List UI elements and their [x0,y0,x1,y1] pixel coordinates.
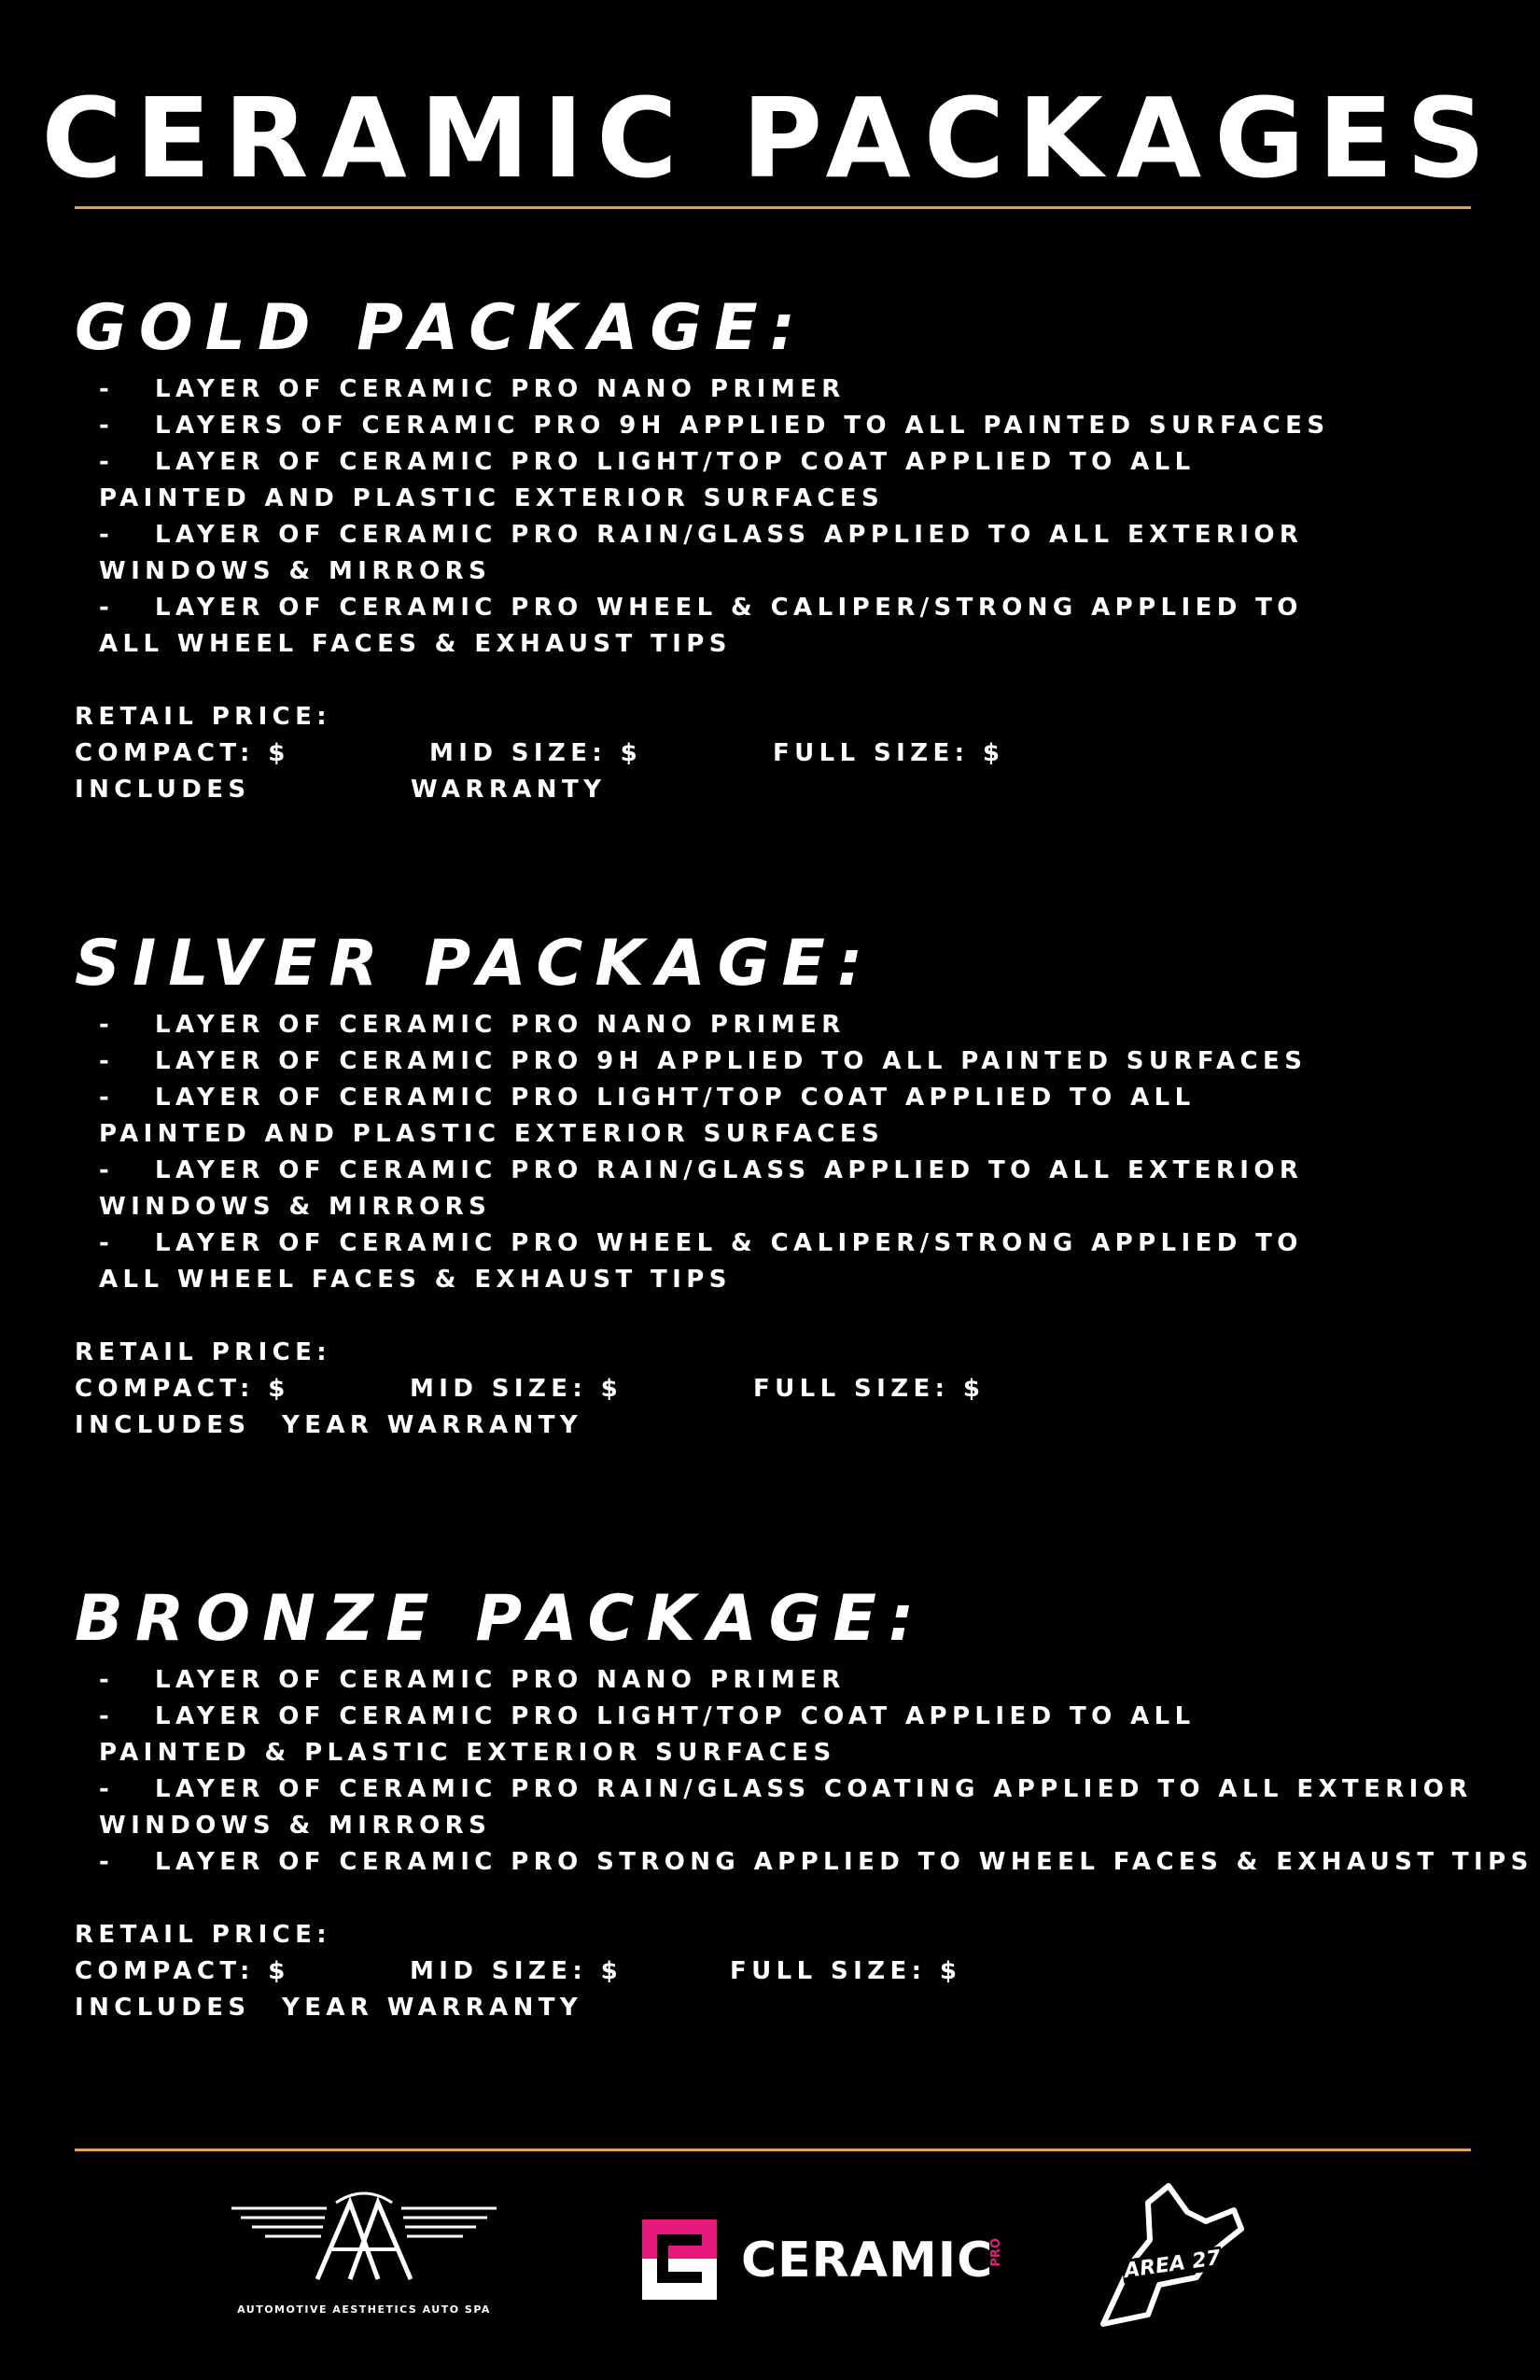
pro-wordmark: PRO [989,2238,1003,2267]
feature-item: - LAYER OF CERAMIC PRO NANO PRIMER [99,1011,846,1039]
feature-item: - LAYER OF CERAMIC PRO NANO PRIMER [99,375,846,403]
area27-wordmark: AREA 27 [1122,2246,1223,2284]
compact-price: COMPACT: $ [75,739,290,767]
warranty-label: WARRANTY [411,776,607,804]
feature-item: - LAYER OF CERAMIC PRO RAIN/GLASS APPLIED TO ALL EXTERIOR WINDOWS & MIRRORS [99,521,1304,585]
compact-price: COMPACT: $ [75,1375,290,1403]
feature-item: - LAYER OF CERAMIC PRO RAIN/GLASS APPLIED TO ALL EXTERIOR WINDOWS & MIRRORS [99,1156,1304,1221]
retail-price-block [75,699,1475,808]
logo-caption: AUTOMOTIVE AESTHETICS AUTO SPA [237,2303,491,2316]
winged-aa-logo [224,2175,504,2324]
bronze-package-section [75,1582,1533,2026]
mid-size-price: MID SIZE: $ [410,1957,623,1985]
top-divider [75,206,1471,209]
feature-item: - LAYER OF CERAMIC PRO LIGHT/TOP COAT APPLIED TO ALL PAINTED & PLASTIC EXTERIOR SURFACES [99,1702,1196,1767]
retail-price-block [75,1917,1475,2026]
package-features [75,371,1475,663]
feature-item: - LAYERS OF CERAMIC PRO 9H APPLIED TO ALL PAINTED SURFACES [99,412,1330,440]
retail-price-label: RETAIL PRICE: [75,1338,332,1366]
area27-track-logo [1094,2175,1262,2333]
footer-logos [0,2175,1540,2352]
retail-price-label: RETAIL PRICE: [75,703,332,731]
silver-package-section [75,927,1475,1444]
mid-size-price: MID SIZE: $ [410,1375,623,1403]
ceramic-wordmark: CERAMIC [741,2233,994,2289]
bottom-divider [75,2149,1471,2151]
feature-item: - LAYER OF CERAMIC PRO WHEEL & CALIPER/STRONG APPLIED TO ALL WHEEL FACES & EXHAUST TIPS [99,1229,1303,1294]
ceramic-pro-logo [642,2219,1015,2313]
full-size-price: FULL SIZE: $ [753,1375,986,1403]
package-features [75,1662,1533,1881]
retail-price-block [75,1335,1475,1444]
package-title: SILVER PACKAGE: [75,927,875,1001]
warranty-label: YEAR WARRANTY [282,1411,583,1439]
full-size-price: FULL SIZE: $ [730,1957,962,1985]
includes-label: INCLUDES [75,1411,251,1439]
warranty-label: YEAR WARRANTY [282,1994,583,2022]
package-title: BRONZE PACKAGE: [75,1582,927,1656]
page-title: CERAMIC PACKAGES [41,74,1499,203]
feature-item: - LAYER OF CERAMIC PRO NANO PRIMER [99,1666,846,1694]
feature-item: - LAYER OF CERAMIC PRO 9H APPLIED TO ALL PAINTED SURFACES [99,1047,1308,1075]
package-features [75,1007,1475,1298]
feature-item: - LAYER OF CERAMIC PRO LIGHT/TOP COAT APPLIED TO ALL PAINTED AND PLASTIC EXTERIOR SURFACES [99,1084,1196,1148]
feature-item: - LAYER OF CERAMIC PRO STRONG APPLIED TO WHEEL FACES & EXHAUST TIPS [99,1848,1533,1876]
gold-package-section [75,291,1475,808]
compact-price: COMPACT: $ [75,1957,290,1985]
feature-item: - LAYER OF CERAMIC PRO RAIN/GLASS COATING APPLIED TO ALL EXTERIOR WINDOWS & MIRRORS [99,1775,1473,1840]
feature-item: - LAYER OF CERAMIC PRO WHEEL & CALIPER/STRONG APPLIED TO ALL WHEEL FACES & EXHAUST TIPS [99,594,1303,658]
full-size-price: FULL SIZE: $ [773,739,1005,767]
mid-size-price: MID SIZE: $ [429,739,643,767]
feature-item: - LAYER OF CERAMIC PRO LIGHT/TOP COAT APPLIED TO ALL PAINTED AND PLASTIC EXTERIOR SURFACES [99,448,1196,512]
ceramic-pro-mark-icon [642,2219,717,2300]
includes-label: INCLUDES [75,776,251,804]
winged-aa-icon [224,2175,504,2324]
retail-price-label: RETAIL PRICE: [75,1921,332,1949]
includes-label: INCLUDES [75,1994,251,2022]
package-title: GOLD PACKAGE: [75,291,807,365]
